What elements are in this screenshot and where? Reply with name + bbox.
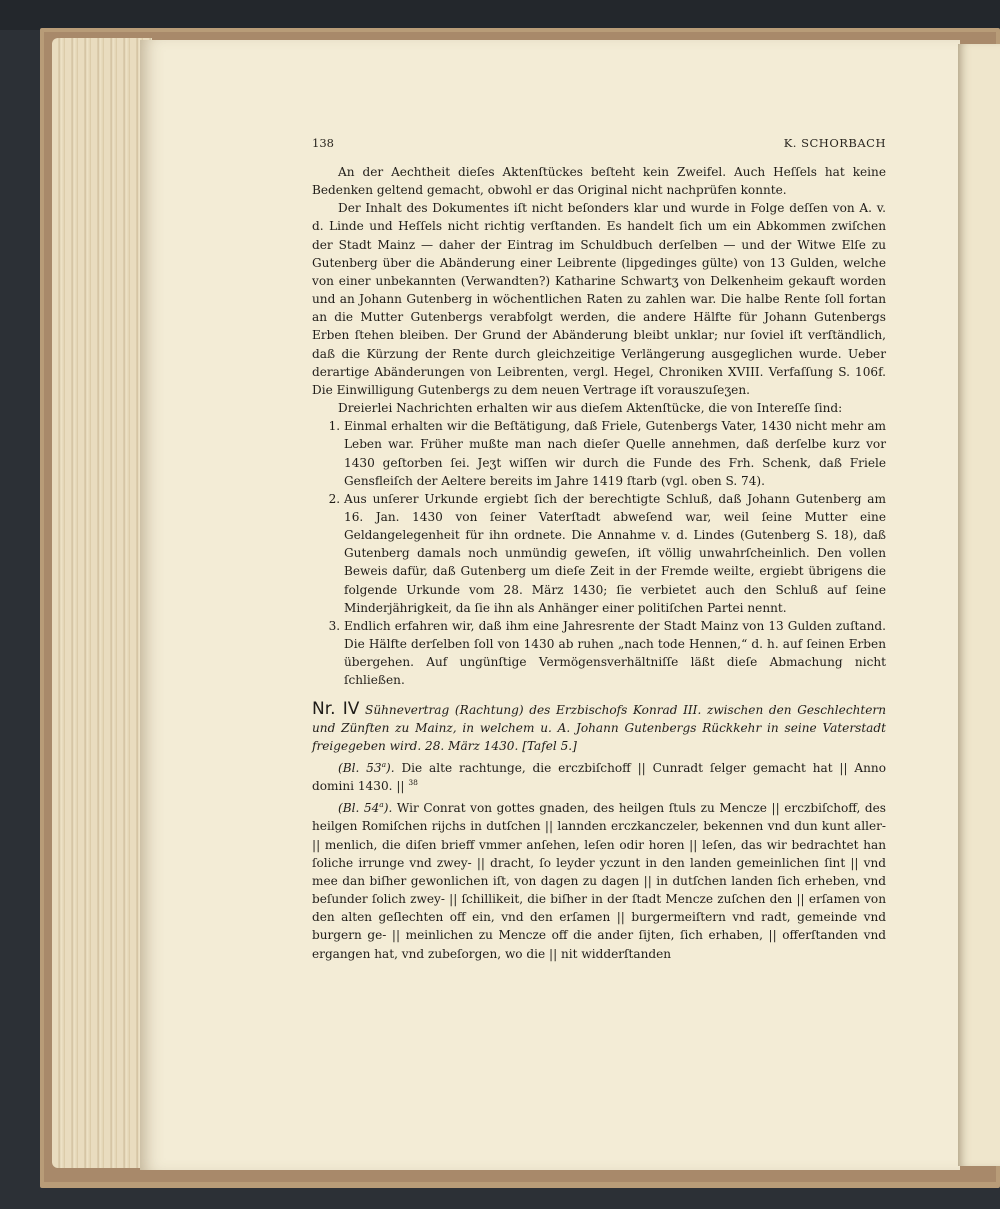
findings-list	[312, 417, 886, 689]
leaf-reference: (Bl. 54$^a$).	[338, 800, 393, 816]
document-text: Die alte rachtunge, die erczbiſchoff || Cunradt ſelger gemacht hat || Anno domini 1430. ||	[312, 761, 887, 794]
paragraph-list-intro: Dreierlei Nachrichten erhalten wir aus dieſem Aktenſtücke, die von Intereſſe ſind:	[338, 401, 843, 416]
page-edges	[52, 38, 152, 1168]
document-paragraph	[312, 799, 886, 962]
page-number: 138	[312, 136, 334, 150]
paragraph-authenticity: An der Aechtheit dieſes Aktenſtückes beſteht kein Zweifel. Auch Heſſels hat keine Bedenken geltend gemacht, obwohl er das Original nicht nachprüfen konnte.	[312, 165, 886, 198]
page-body	[312, 163, 886, 963]
section-number: Nr. IV	[312, 698, 360, 719]
list-item: 3. Endlich erfahren wir, daß ihm eine Jahresrente der Stadt Mainz von 13 Gulden zuſtand. Die Hälfte derſelben ſoll von 1430 ab ruhen „nach tode Hennen,“ d. h. auf ſeinen Erben übergehen. Auf ungünſtige Vermögensverhältniſſe läßt dieſe Abmachung nicht ſchließen.	[344, 617, 886, 690]
page-header	[312, 136, 886, 154]
paragraph-content: Der Inhalt des Dokumentes iſt nicht beſonders klar und wurde in Folge deſſen von A. v. d. Linde und Heſſels nicht richtig verſtanden. Es handelt ſich um ein Abkommen zwiſchen der Stadt Mainz — daher der Eintrag im Schuldbuch derſelben — und der Witwe Elſe zu Gutenberg über die Abänderung einer Leibrente (lipgedinges gülte) von 13 Gulden, welche von einer unbekannten (Verwandten?) Katharine Schwartʒ von Delkenheim gekauft worden und an Johann Gutenberg in wöchentlichen Raten zu zahlen war. Die halbe Rente ſoll fortan an die Mutter Gutenbergs verabfolgt werden, die andere Hälfte für Johann Gutenbergs Erben ſtehen bleiben. Der Grund der Abänderung bleibt unklar; nur ſoviel iſt verſtändlich, daß die Kürzung der Rente durch gleichzeitige Verlängerung ausgeglichen wurde. Ueber derartige Abänderungen von Leibrenten, vergl. Hegel, Chroniken XVIII. Verfaſſung S. 106f. Die Einwilligung Gutenbergs zu dem neuen Vertrage iſt vorauszuſeʒen.	[312, 201, 886, 397]
footnote-marker: 38	[408, 778, 418, 788]
plate-reference: [Tafel 5.]	[522, 738, 577, 753]
facing-page-edge	[958, 44, 1000, 1166]
document-paragraph	[312, 759, 886, 795]
leaf-reference: (Bl. 53$^a$).	[338, 759, 395, 775]
document-text: Wir Conrat von gottes gnaden, des heilgen ſtuls zu Mencze || erczbiſchoff, des heilgen Romiſchen rijchs in dutſchen || lannden erczkanczeler, bekennen vnd dun kunt aller- || menlich, die diſen brieff vmmer anſehen, leſen odir horen || leſen, das wir bedrachtet han ſoliche irrunge vnd zwey- || dracht, ſo leyder yczunt in den landen gemeinlichen ſint || vnd mee dan biſher gewonlichen iſt, von dagen zu dagen || in dutſchen landen ſich erheben, vnd beſunder ſolich zwey- || ſchillikeit, die biſher in der ſtadt Mencze zuſchen den || erſamen von den alten geſlechten off ein, vnd den erſamen || burgermeiſtern vnd radt, gemeinde vnd burgern ge- || meinlichen zu Mencze off die ander ſijten, ſich erhaben, || offerſtanden vnd ergangen hat, vnd zubeſorgen, wo die || nit widderſtanden	[312, 801, 886, 961]
list-item: 2. Aus unſerer Urkunde ergiebt ſich der berechtigte Schluß, daß Johann Gutenberg am 16. Jan. 1430 von ſeiner Vaterſtadt abweſend war, weil ſeine Mutter eine Geldangelegenheit für ihn ordnete. Die Annahme v. d. Lindes (Gutenberg S. 18), daß Gutenberg damals noch unmündig geweſen, iſt völlig unwahrſcheinlich. Den vollen Beweis dafür, daß Gutenberg um dieſe Zeit in der Fremde weilte, ergiebt übrigens die folgende Urkunde vom 28. März 1430; ſie verbietet auch den Schluß auf ſeine Minderjährigkeit, da ſie ihn als Anhänger einer politiſchen Partei nennt.	[344, 490, 886, 617]
section-title: Sühnevertrag (Rachtung) des Erzbischofs Konrad III. zwischen den Geschlechtern und Zünften zu Mainz, in welchem u. A. Johann Gutenbergs Rückkehr in seine Vaterstadt freigegeben wird. 28. März 1430.	[312, 702, 886, 753]
list-item: 1. Einmal erhalten wir die Beſtätigung, daß Friele, Gutenbergs Vater, 1430 nicht mehr am Leben war. Früher mußte man nach dieſer Quelle annehmen, daß derſelbe kurz vor 1430 geſtorben ſei. Jeʒt wiſſen wir durch die Funde des Frh. Schenk, daß Friele Gensfleiſch der Aeltere bereits im Jahre 1419 ſtarb (vgl. oben S. 74).	[344, 417, 886, 490]
running-head: K. SCHORBACH	[783, 136, 886, 150]
section-heading	[312, 700, 886, 755]
scan-background	[0, 0, 1000, 30]
